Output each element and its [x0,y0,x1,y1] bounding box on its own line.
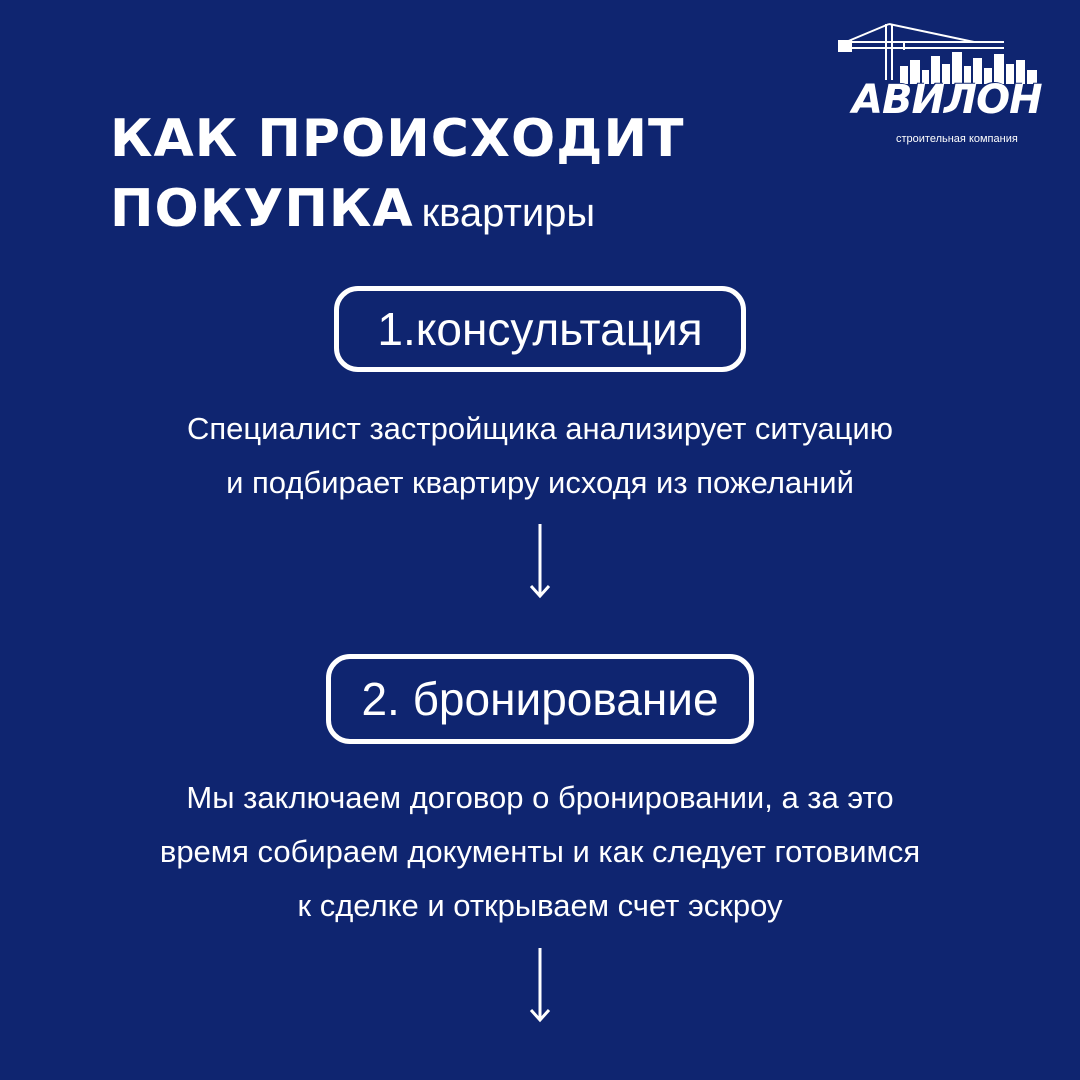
step-consultation-label: 1.консультация [334,286,746,372]
description-line: к сделке и открываем счет эскроу [297,888,783,923]
description-line: Мы заключаем договор о бронировании, а за это [186,780,894,815]
page-title [110,104,684,248]
step-booking-description [0,771,1080,933]
description-line: Специалист застройщика анализирует ситуацию [187,411,893,446]
brand-logo [834,20,1044,145]
brand-name: АВИЛОН [852,77,1042,123]
step-booking-label: 2. бронирование [326,654,754,744]
step-consultation-description [0,402,1080,510]
brand-tagline: строительная компания [896,133,1018,145]
arrow-down-icon [528,946,552,1024]
title-regular-word: квартиры [421,191,596,235]
title-line-2 [110,174,684,248]
title-line-1: КАК ПРОИСХОДИТ [110,109,685,169]
title-bold-word: ПОКУПКА [110,179,414,239]
description-line: и подбирает квартиру исходя из пожеланий [226,465,854,500]
description-line: время собираем документы и как следует готовимся [159,834,921,869]
arrow-down-icon [528,522,552,600]
